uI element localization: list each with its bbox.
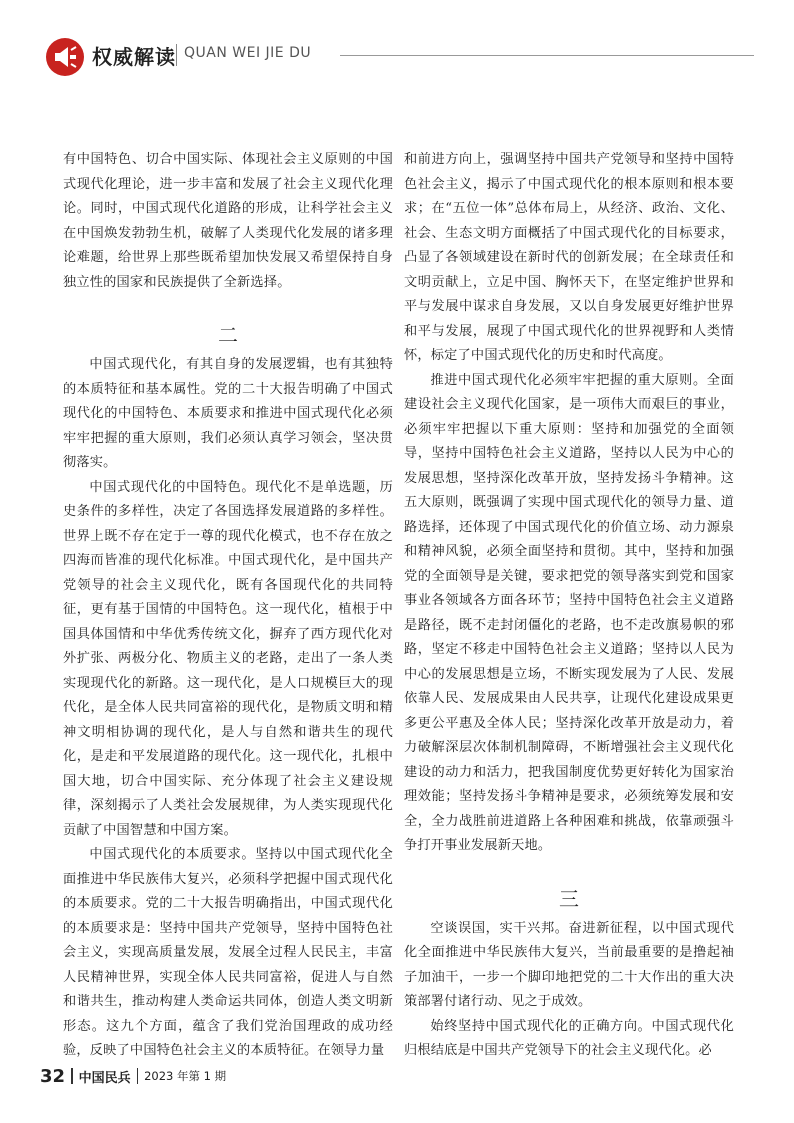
section-pinyin: QUAN WEI JIE DU <box>184 45 312 61</box>
header-rule <box>340 55 754 56</box>
section-heading: 二 <box>218 323 238 347</box>
paragraph: 空谈误国，实干兴邦。奋进新征程，以中国式现代化全面推进中华民族伟大复兴，当前最重要的是撸起袖子加油干，一步一个脚印地把党的二十大作出的重大决策部署付诸行动、见之于成效。 <box>404 920 734 1009</box>
paragraph: 中国式现代化，有其自身的发展逻辑，也有其独特的本质特征和基本属性。党的二十大报告明确了中国式现代化的中国特色、本质要求和推进中国式现代化必须牢牢把握的重大原则，我们必须认真学习领会，坚决贯彻落实。 <box>63 357 393 470</box>
section-title: 权威解读 <box>92 45 176 69</box>
paragraph: 推进中国式现代化必须牢牢把握的重大原则。全面建设社会主义现代化国家，是一项伟大而艰巨的事业，必须牢牢把握以下重大原则：坚持和加强党的全面领导，坚持中国特色社会主义道路，坚持以人民为中心的发展思想，坚持深化改革开放，坚持发扬斗争精神。这五大原则，既强调了实现中国式现代化的领导力量、道路选择，还体现了中国式现代化的价值立场、动力源泉和精神风貌，必须全面坚持和贯彻。其中，坚持和加强党的全面领导是关键，要求把党的领导落实到党和国家事业各领域各方面各环节；坚持中国特色社会主义道路是路径，既不走封闭僵化的老路，也不走改旗易帜的邪路，坚定不移走中国特色社会主义道路；坚持以人民为中心的发展思想是立场，不断实现发展为了人民、发展依靠人民、发展成果由人民共享，让现代化建设成果更多更公平惠及全体人民；坚持深化改革开放是动力，着力破解深层次体制机制障碍，不断增强社会主义现代化建设的动力和活力，把我国制度优势更好转化为国家治理效能；坚持发扬斗争精神是要求，必须统筹发展和安全，全力战胜前进道路上各种困难和挑战，依靠顽强斗争打开事业发展新天地。 <box>404 372 734 853</box>
right-column <box>404 148 734 1064</box>
issue-label: 2023 年第 1 期 <box>144 1069 227 1083</box>
header-divider <box>176 44 177 66</box>
paragraph: 中国式现代化的本质要求。坚持以中国式现代化全面推进中华民族伟大复兴，必须科学把握中国式现代化的本质要求。党的二十大报告明确指出，中国式现代化的本质要求是：坚持中国共产党领导，坚持中国特色社会主义，实现高质量发展，发展全过程人民民主，丰富人民精神世界，实现全体人民共同富裕，促进人与自然和谐共生，推动构建人类命运共同体，创造人类文明新形态。这九个方面，蕴含了我们党治国理政的成功经验，反映了中国特色社会主义的本质特征。在领导力量 <box>63 847 393 1058</box>
page-header <box>0 0 794 90</box>
paragraph: 有中国特色、切合中国实际、体现社会主义原则的中国式现代化理论，进一步丰富和发展了社会主义现代化理论。同时，中国式现代化道路的形成，让科学社会主义在中国焕发勃勃生机，破解了人类现代化发展的诸多理论难题，给世界上那些既希望加快发展又希望保持自身独立性的国家和民族提供了全新选择。 <box>63 152 393 290</box>
paragraph: 和前进方向上，强调坚持中国共产党领导和坚持中国特色社会主义，揭示了中国式现代化的根本原则和根本要求；在“五位一体”总体布局上，从经济、政治、文化、社会、生态文明方面概括了中国式现代化的目标要求，凸显了各领域建设在新时代的创新发展；在全球责任和文明贡献上，立足中国、胸怀天下，在坚定维护世界和平与发展中谋求自身发展，又以自身发展更好维护世界和平与发展，展现了中国式现代化的世界视野和人类情怀，标定了中国式现代化的历史和时代高度。 <box>404 152 734 363</box>
footer-divider <box>71 1068 73 1084</box>
section-heading: 三 <box>559 886 579 911</box>
magazine-name: 中国民兵 <box>78 1070 131 1086</box>
paragraph: 中国式现代化的中国特色。现代化不是单选题，历史条件的多样性，决定了各国选择发展道路的多样性。世界上既不存在定于一尊的现代化模式，也不存在放之四海而皆准的现代化标准。中国式现代化，是中国共产党领导的社会主义现代化，既有各国现代化的共同特征，更有基于国情的中国特色。这一现代化，植根于中国具体国情和中华优秀传统文化，摒弃了西方现代化对外扩张、两极分化、物质主义的老路，走出了一条人类实现现代化的新路。这一现代化，是人口规模巨大的现代化，是全体人民共同富裕的现代化，是物质文明和精神文明相协调的现代化，是人与自然和谐共生的现代化，是走和平发展道路的现代化。这一现代化，扎根中国大地，切合中国实际、充分体现了社会主义建设规律，深刻揭示了人类社会发展规律，为人类实现现代化贡献了中国智慧和中国方案。 <box>63 479 393 838</box>
paragraph: 始终坚持中国式现代化的正确方向。中国式现代化归根结底是中国共产党领导下的社会主义现代化。必 <box>404 1018 734 1058</box>
page-footer <box>40 1065 226 1087</box>
megaphone-icon <box>46 38 84 76</box>
footer-divider <box>137 1068 139 1084</box>
page-number: 32 <box>40 1065 66 1087</box>
left-column <box>63 148 393 1064</box>
